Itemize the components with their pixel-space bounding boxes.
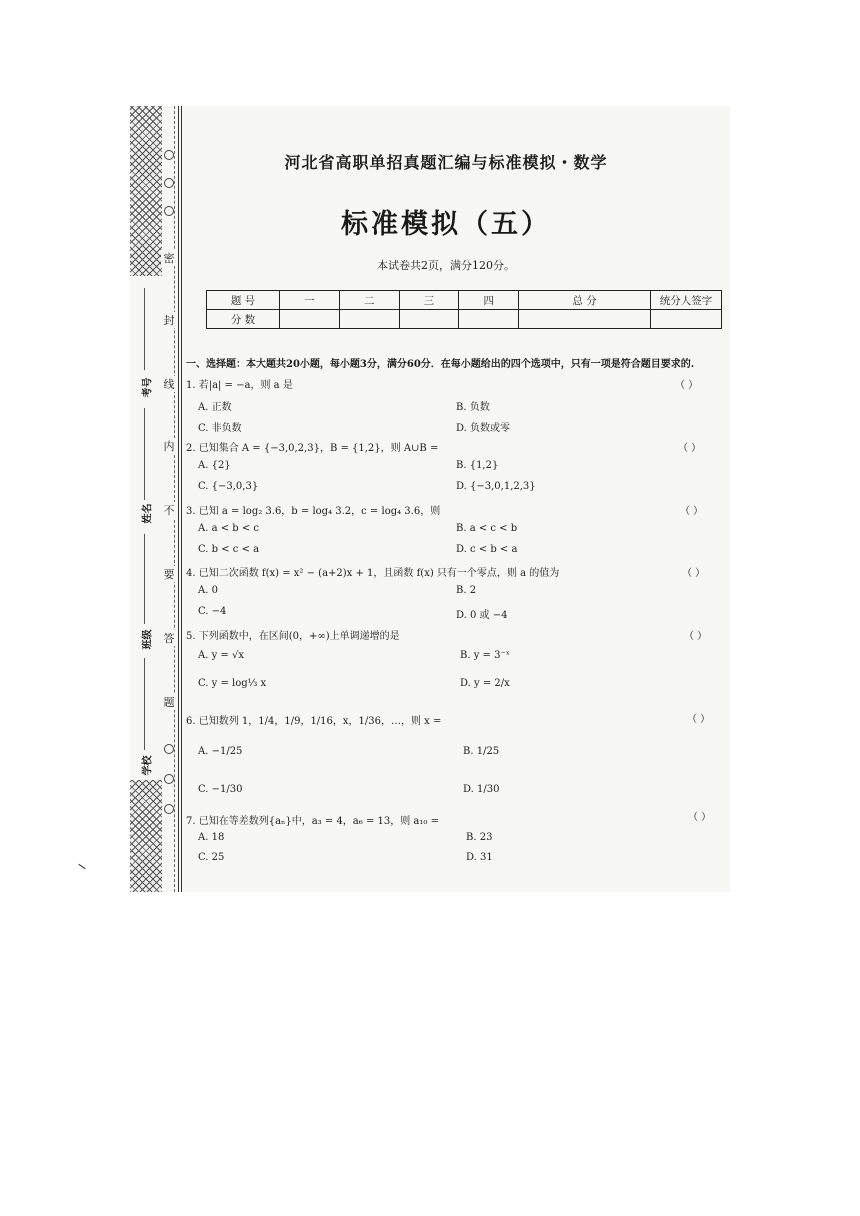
answer-bracket[interactable]: （ ） [678, 443, 702, 454]
option: C. 25 [198, 852, 225, 863]
score-cell: 分 数 [207, 310, 280, 329]
option: A. 0 [198, 585, 218, 596]
seal-char: 封 [161, 312, 177, 328]
option: B. {1,2} [456, 460, 499, 471]
option: A. y = √x [198, 650, 244, 661]
option: C. b < c < a [198, 544, 260, 555]
option: D. 负数或零 [456, 423, 511, 434]
binding-hatch-top [130, 106, 162, 276]
option: B. a < c < b [456, 523, 518, 534]
seal-char: 不 [161, 502, 177, 518]
option: C. {−3,0,3} [198, 481, 259, 492]
option: B. y = 3⁻ˣ [460, 650, 510, 661]
field-label-exam-number: 考号 [142, 377, 154, 398]
score-cell: 题 号 [207, 291, 280, 310]
option: A. 正数 [198, 402, 232, 413]
option: D. 31 [466, 852, 493, 863]
score-cell: 一 [280, 291, 340, 310]
option: C. −4 [198, 606, 227, 617]
option: C. −1/30 [198, 784, 243, 795]
answer-bracket[interactable]: （ ） [688, 812, 712, 823]
question-stem: 1. 若|a| = −a，则 a 是 [186, 380, 293, 391]
score-cell: 四 [459, 291, 519, 310]
option: A. {2} [198, 460, 231, 471]
score-input-cell[interactable] [459, 310, 519, 329]
score-cell: 统分人签字 [651, 291, 722, 310]
question-stem: 3. 已知 a = log₂ 3.6，b = log₄ 3.2，c = log₄ 3.6，则 [186, 506, 441, 517]
option: B. 负数 [456, 402, 490, 413]
score-cell: 总 分 [519, 291, 651, 310]
score-cell: 二 [339, 291, 399, 310]
question-stem: 6. 已知数列 1，1/4，1/9，1/16，x，1/36，…，则 x = [186, 716, 442, 727]
option: B. 23 [466, 832, 493, 843]
field-label-name: 姓名 [142, 503, 154, 524]
binding-rule [181, 106, 182, 892]
option: B. 1/25 [463, 746, 500, 757]
binding-dashed-line [174, 106, 175, 892]
seal-char: 题 [161, 694, 177, 710]
series-title: 河北省高职单招真题汇编与标准模拟・数学 [284, 153, 608, 172]
seal-char: 要 [161, 566, 177, 582]
option: A. −1/25 [198, 746, 243, 757]
score-cell: 三 [399, 291, 459, 310]
option: D. 1/30 [463, 784, 500, 795]
field-underline [144, 288, 145, 370]
punch-hole-icon [164, 206, 174, 216]
option: D. {−3,0,1,2,3} [456, 481, 536, 492]
option: A. a < b < c [198, 523, 260, 534]
score-input-cell[interactable] [651, 310, 722, 329]
answer-bracket[interactable]: （ ） [687, 714, 711, 725]
field-label-school: 学校 [142, 755, 154, 776]
field-underline [144, 408, 145, 500]
option: C. y = log⅓ x [198, 678, 267, 689]
score-input-cell[interactable] [399, 310, 459, 329]
field-label-class: 班级 [142, 629, 154, 650]
punch-hole-icon [164, 804, 174, 814]
option: C. 非负数 [198, 423, 242, 434]
punch-hole-icon [164, 150, 174, 160]
option: D. y = 2/x [460, 678, 510, 689]
exam-sheet [130, 106, 730, 892]
question-stem: 5. 下列函数中，在区间(0，+∞)上单调递增的是 [186, 631, 400, 642]
stray-mark [78, 864, 85, 869]
answer-bracket[interactable]: （ ） [675, 380, 699, 391]
score-input-cell[interactable] [339, 310, 399, 329]
score-input-cell[interactable] [519, 310, 651, 329]
option: B. 2 [456, 585, 477, 596]
field-underline [144, 534, 145, 624]
answer-bracket[interactable]: （ ） [682, 568, 706, 579]
seal-char: 密 [161, 250, 177, 266]
field-underline [144, 658, 145, 750]
punch-hole-icon [164, 178, 174, 188]
seal-char: 内 [161, 438, 177, 454]
score-table-header-row [207, 291, 722, 310]
paper-title: 标准模拟（五） [341, 209, 551, 240]
punch-hole-icon [164, 744, 174, 754]
score-input-cell[interactable] [280, 310, 340, 329]
section-heading: 一、选择题：本大题共20小题，每小题3分，满分60分．在每小题给出的四个选项中，只有一项是符合题目要求的. [186, 359, 695, 370]
answer-bracket[interactable]: （ ） [680, 506, 704, 517]
option: D. c < b < a [456, 544, 518, 555]
score-table-score-row [207, 310, 722, 329]
seal-char: 线 [161, 376, 177, 392]
paper-subtitle: 本试卷共2页，满分120分。 [377, 259, 515, 272]
binding-hatch-bottom [130, 780, 162, 892]
question-stem: 7. 已知在等差数列{aₙ}中，a₃ = 4，a₆ = 13，则 a₁₀ = [186, 816, 439, 827]
answer-bracket[interactable]: （ ） [684, 631, 708, 642]
option: D. 0 或 −4 [456, 610, 508, 621]
punch-hole-icon [164, 774, 174, 784]
binding-rule [178, 106, 179, 892]
seal-char: 答 [161, 630, 177, 646]
option: A. 18 [198, 832, 225, 843]
question-stem: 2. 已知集合 A = {−3,0,2,3}，B = {1,2}，则 A∪B = [186, 443, 439, 454]
question-stem: 4. 已知二次函数 f(x) = x² − (a+2)x + 1，且函数 f(x) 只有一个零点，则 a 的值为 [186, 568, 560, 579]
score-table [206, 290, 722, 329]
